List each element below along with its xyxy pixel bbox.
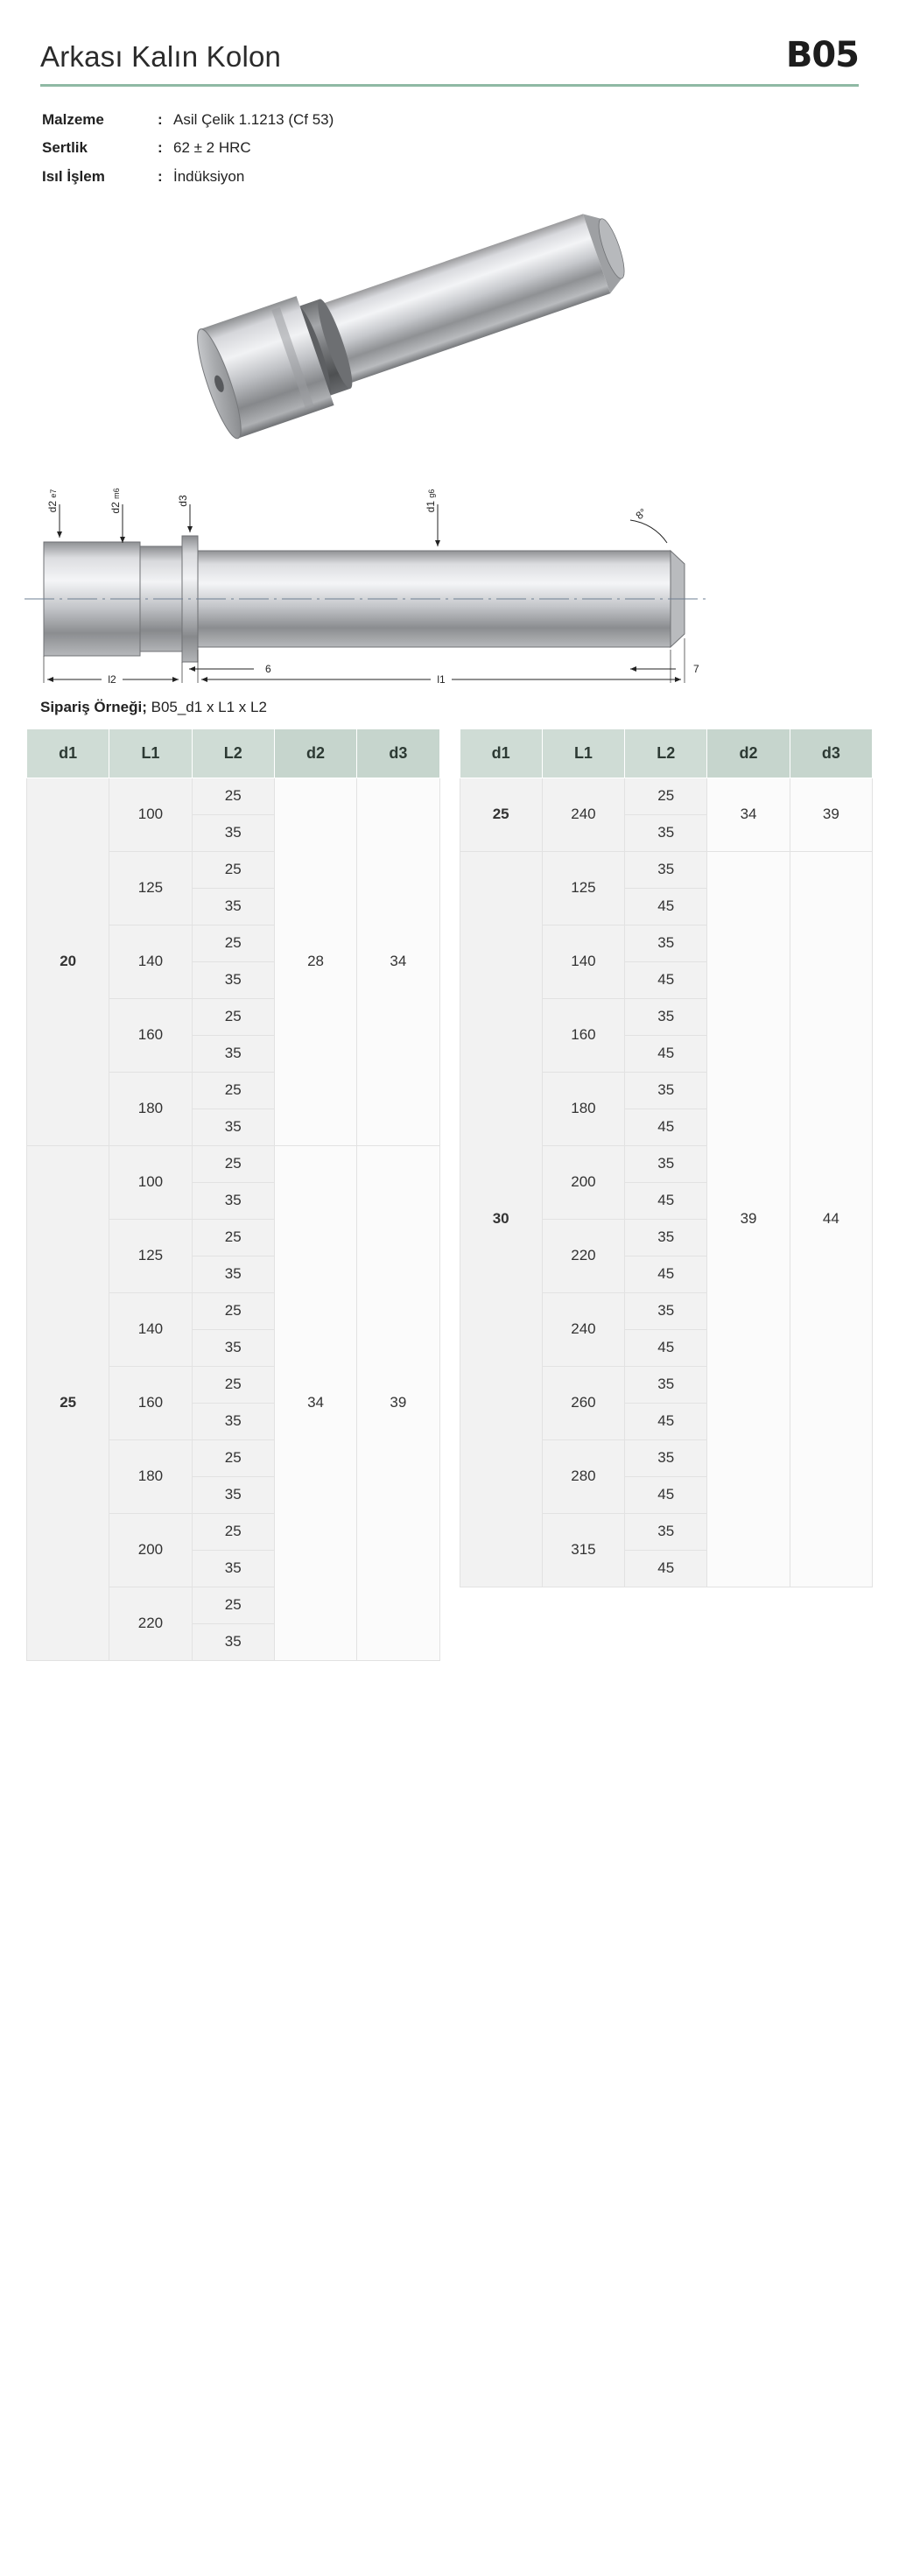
cell-l1: 100 — [109, 778, 192, 851]
cell-l2: 45 — [625, 1403, 707, 1439]
cell-d2: 28 — [274, 778, 356, 1145]
cell-l2: 45 — [625, 1256, 707, 1292]
page-header — [0, 0, 899, 191]
cell-l2: 35 — [625, 1366, 707, 1403]
cell-l2: 35 — [192, 814, 274, 851]
cell-l1: 200 — [542, 1145, 624, 1219]
col-header-d2: d2 — [274, 728, 356, 778]
cell-l1: 125 — [109, 851, 192, 925]
page-title: Arkası Kalın Kolon — [40, 40, 282, 73]
cell-l1: 100 — [109, 1145, 192, 1219]
cell-l2: 35 — [625, 814, 707, 851]
cell-l1: 260 — [542, 1366, 624, 1439]
cell-l2: 35 — [625, 1513, 707, 1550]
cell-l1: 125 — [109, 1219, 192, 1292]
product-code: B05 — [785, 35, 859, 75]
col-header-d3: d3 — [790, 728, 872, 778]
cell-l2: 25 — [192, 778, 274, 814]
table-row — [460, 851, 873, 888]
header-divider — [40, 84, 859, 87]
cell-l1: 140 — [109, 925, 192, 998]
cell-d2: 34 — [274, 1145, 356, 1660]
cell-l2: 35 — [192, 1256, 274, 1292]
cell-l2: 35 — [192, 1035, 274, 1072]
spec-value-hardness: 62 ± 2 HRC — [173, 139, 251, 157]
cell-d3: 39 — [357, 1145, 439, 1660]
cell-l2: 25 — [192, 1292, 274, 1329]
spec-row-heat-treatment — [42, 163, 859, 191]
col-header-d1: d1 — [27, 728, 109, 778]
cell-l2: 35 — [625, 1219, 707, 1256]
cell-d2: 39 — [707, 851, 790, 1587]
dimension-table-left-wrap — [26, 728, 440, 1661]
cell-d3: 34 — [357, 778, 439, 1145]
dim-label-angle: 8° — [633, 505, 650, 522]
col-header-l2: L2 — [192, 728, 274, 778]
cell-l1: 160 — [109, 998, 192, 1072]
cell-l2: 45 — [625, 1550, 707, 1587]
cell-l2: 35 — [192, 961, 274, 998]
cell-l1: 315 — [542, 1513, 624, 1587]
cell-l1: 180 — [109, 1072, 192, 1145]
cell-l2: 35 — [192, 1623, 274, 1660]
cell-l2: 25 — [192, 1587, 274, 1623]
cell-l1: 240 — [542, 778, 624, 851]
cell-l1: 200 — [109, 1513, 192, 1587]
cell-l2: 35 — [192, 1329, 274, 1366]
table-row — [460, 778, 873, 814]
cell-l1: 180 — [542, 1072, 624, 1145]
cell-l1: 140 — [542, 925, 624, 998]
cell-l1: 280 — [542, 1439, 624, 1513]
col-header-d3: d3 — [357, 728, 439, 778]
cell-l2: 25 — [192, 1145, 274, 1182]
col-header-d2: d2 — [707, 728, 790, 778]
dim-label-d2-m6: d2 m6 — [109, 488, 122, 514]
dim-label-d3: d3 — [177, 495, 189, 507]
dim-label-d2-e7: d2 e7 — [46, 489, 59, 513]
col-header-d1: d1 — [460, 728, 542, 778]
spec-label-heat-treatment: Isıl İşlem — [42, 167, 105, 185]
cell-l2: 45 — [625, 1329, 707, 1366]
cell-l2: 35 — [625, 1292, 707, 1329]
cell-d3: 44 — [790, 851, 872, 1587]
cell-l2: 25 — [192, 1072, 274, 1109]
cell-l2: 45 — [625, 1182, 707, 1219]
cell-l2: 35 — [625, 998, 707, 1035]
cell-d1: 20 — [27, 778, 109, 1145]
product-render — [0, 196, 899, 459]
cell-l2: 25 — [192, 1366, 274, 1403]
spec-list — [40, 106, 859, 191]
col-header-l1: L1 — [542, 728, 624, 778]
spec-row-hardness — [42, 134, 859, 162]
cell-l1: 220 — [542, 1219, 624, 1292]
col-header-l2: L2 — [625, 728, 707, 778]
cell-l2: 45 — [625, 1035, 707, 1072]
technical-drawing-svg — [18, 459, 805, 686]
cell-l2: 45 — [625, 961, 707, 998]
dimension-table-right-wrap — [460, 728, 874, 1661]
cell-d1: 25 — [27, 1145, 109, 1660]
cell-l2: 25 — [192, 1439, 274, 1476]
cell-d3: 39 — [790, 778, 872, 851]
order-example-value: B05_d1 x L1 x L2 — [151, 698, 267, 715]
spec-colon-material: : — [158, 111, 163, 128]
dim-label-d1-g6: d1 g6 — [425, 489, 437, 513]
dim-label-7: 7 — [693, 662, 699, 675]
cell-l2: 25 — [192, 1513, 274, 1550]
cell-d2: 34 — [707, 778, 790, 851]
technical-drawing — [0, 459, 899, 695]
cell-l2: 25 — [192, 851, 274, 888]
dim-label-l2: l2 — [108, 672, 116, 686]
cell-l2: 35 — [625, 1072, 707, 1109]
cell-l2: 35 — [192, 1182, 274, 1219]
cell-l2: 45 — [625, 1109, 707, 1145]
header-row — [40, 35, 859, 75]
dim-label-l1: l1 — [437, 672, 446, 686]
table-row — [27, 778, 440, 814]
cell-l2: 35 — [625, 925, 707, 961]
cell-d1: 30 — [460, 851, 542, 1587]
cell-l2: 35 — [192, 1403, 274, 1439]
cell-l1: 140 — [109, 1292, 192, 1366]
spec-colon-heat-treatment: : — [158, 167, 163, 185]
spec-label-material: Malzeme — [42, 111, 104, 128]
spec-label-hardness: Sertlik — [42, 139, 88, 157]
table-row — [27, 1145, 440, 1182]
cell-d1: 25 — [460, 778, 542, 851]
cell-l2: 25 — [192, 925, 274, 961]
cell-l2: 35 — [192, 888, 274, 925]
order-example-label: Sipariş Örneği; — [40, 698, 147, 715]
order-example — [0, 699, 899, 716]
cell-l2: 25 — [625, 778, 707, 814]
cell-l2: 45 — [625, 888, 707, 925]
cell-l2: 25 — [192, 1219, 274, 1256]
cell-l2: 35 — [192, 1476, 274, 1513]
col-header-l1: L1 — [109, 728, 192, 778]
cell-l1: 180 — [109, 1439, 192, 1513]
cell-l2: 45 — [625, 1476, 707, 1513]
pillar-3d-illustration — [131, 196, 762, 450]
cell-l1: 240 — [542, 1292, 624, 1366]
cell-l2: 25 — [192, 998, 274, 1035]
cell-l1: 160 — [109, 1366, 192, 1439]
cell-l1: 160 — [542, 998, 624, 1072]
dimension-tables — [0, 728, 899, 1696]
spec-row-material — [42, 106, 859, 134]
cell-l1: 125 — [542, 851, 624, 925]
cell-l2: 35 — [625, 1145, 707, 1182]
dim-label-6: 6 — [265, 662, 271, 675]
cell-l1: 220 — [109, 1587, 192, 1660]
dimension-table-right — [460, 728, 874, 1587]
spec-value-heat-treatment: İndüksiyon — [173, 167, 245, 185]
cell-l2: 35 — [192, 1550, 274, 1587]
cell-l2: 35 — [192, 1109, 274, 1145]
cell-l2: 35 — [625, 1439, 707, 1476]
spec-value-material: Asil Çelik 1.1213 (Cf 53) — [173, 111, 334, 128]
cell-l2: 35 — [625, 851, 707, 888]
spec-colon-hardness: : — [158, 139, 163, 157]
dimension-table-left — [26, 728, 440, 1661]
